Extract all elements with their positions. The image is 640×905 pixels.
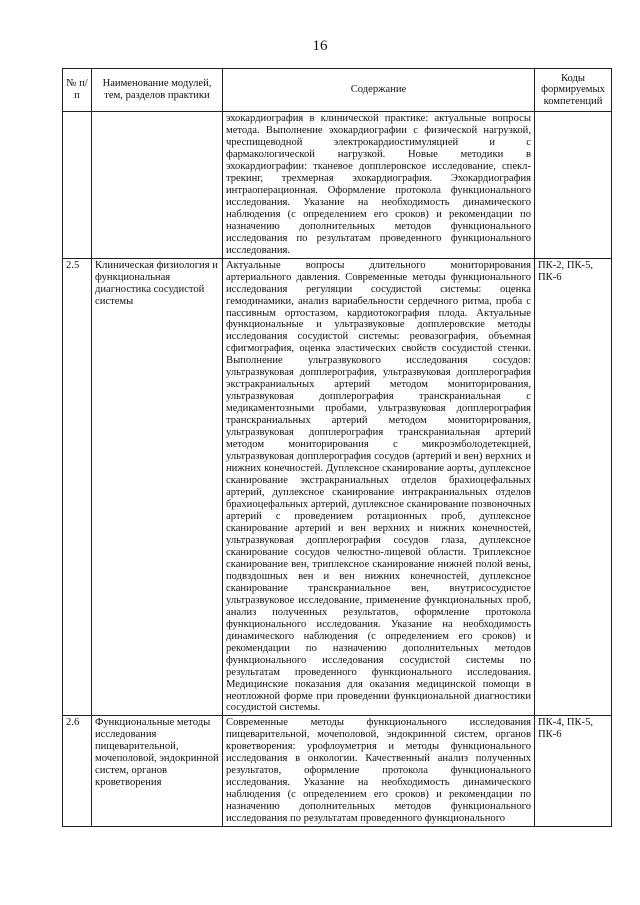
row-module-name: Клиническая физиология и функциональная диагностика сосудистой системы <box>92 258 223 716</box>
row-content: эхокардиография в клинической практике: актуальные вопросы метода. Выполнение эхокардиографии с физической нагрузкой, чреспищеводной электрокардиостимуляцией и с фармакологической нагрузкой. Новые методики в эхокардиографии: тканевое допплеровское исследование, спекл-трекинг, трехмерная эхокардиография. Эхокардиография интраоперационная. Оформление протокола функционального исследования. Указание на необходимость динамического наблюдения (с определением его сроков) и рекомендации по назначению дополнительных методов функционального исследования по результатам проведенного функционального исследования. <box>223 112 535 259</box>
table-row <box>63 716 612 827</box>
row-number <box>63 112 92 259</box>
row-module-name: Функциональные методы исследования пищеварительной, мочеполовой, эндокринной систем, органов кроветворения <box>92 716 223 827</box>
page-number: 16 <box>312 38 328 54</box>
row-codes: ПК-4, ПК-5, ПК-6 <box>535 716 612 827</box>
table-header-row <box>63 69 612 112</box>
row-content: Современные методы функционального исследования пищеварительной, мочеполовой, эндокринной систем, органов кроветворения: урофлоуметрия и методы функционального исследования в онкологии. Качественный анализ полученных результатов, оформление протокола функционального исследования. Указание на необходимость динамического наблюдения (с определением его сроков) и рекомендации по назначению дополнительных методов функционального исследования по результатам проведенного функционального <box>223 716 535 827</box>
row-codes: ПК-2, ПК-5, ПК-6 <box>535 258 612 716</box>
row-module-name <box>92 112 223 259</box>
header-name: Наименование модулей, тем, разделов практики <box>92 69 223 112</box>
header-number: № п/п <box>63 69 92 112</box>
row-codes <box>535 112 612 259</box>
table-row <box>63 112 612 259</box>
header-content: Содержание <box>223 69 535 112</box>
table-row <box>63 258 612 716</box>
row-number: 2.6 <box>63 716 92 827</box>
header-codes: Коды формируемых компетенций <box>535 69 612 112</box>
row-number: 2.5 <box>63 258 92 716</box>
row-content: Актуальные вопросы длительного мониторирования артериального давления. Современные методы функционального исследования регуляции сосудистой системы: оценка гемодинамики, анализ вариабельности сердечного ритма, проба с пассивным ортостазом, кардиотокография плода. Актуальные функциональные и ультразвуковые допплеровские методы исследования сосудистой системы: реовазография, объемная сфигмография, оценка эластических свойств сосудистой стенки. Выполнение ультразвукового исследования сосудов: ультразвуковая допплерография, ультразвуковая допплерография экстракраниальных артерий методом мониторирования, ультразвуковая допплерография транскраниальная с медикаментозными пробами, ультразвуковая допплерография транскраниальных артерий методом мониторирования, ультразвуковая допплерография транскраниальная артерий методом мониторирования с микроэмболодетекцией, ультразвуковая допплерография сосудов (артерий и вен) верхних и нижних конечностей. Дуплексное сканирование аорты, дуплексное сканирование экстракраниальных отделов брахиоцефальных артерий, дуплексное сканирование интракраниальных отделов брахиоцефальных артерий, дуплексное сканирование позвоночных артерий с проведением ротационных проб, дуплексное сканирование артерий и вен верхних и нижних конечностей, ультразвуковая допплерография сосудов глаза, дуплексное сканирование сосудов челюстно-лицевой области. Триплексное сканирование вен, триплексное сканирование нижней полой вены, подвздошных вен и вен нижних конечностей, дуплексное сканирование транскраниальное вен, внутрисосудистое ультразвуковое исследование, применение функциональных проб, анализ полученных результатов, оформление протокола функционального исследования. Указание на необходимость динамического наблюдения (с определением его сроков) и рекомендации по назначению дополнительных методов функционального исследования сосудистой системы по результатам проведенного функционального исследования. Медицинские показания для оказания медицинской помощи в неотложной форме при проведении функциональной диагностики сосудистой системы. <box>223 258 535 716</box>
curriculum-table <box>62 68 612 827</box>
